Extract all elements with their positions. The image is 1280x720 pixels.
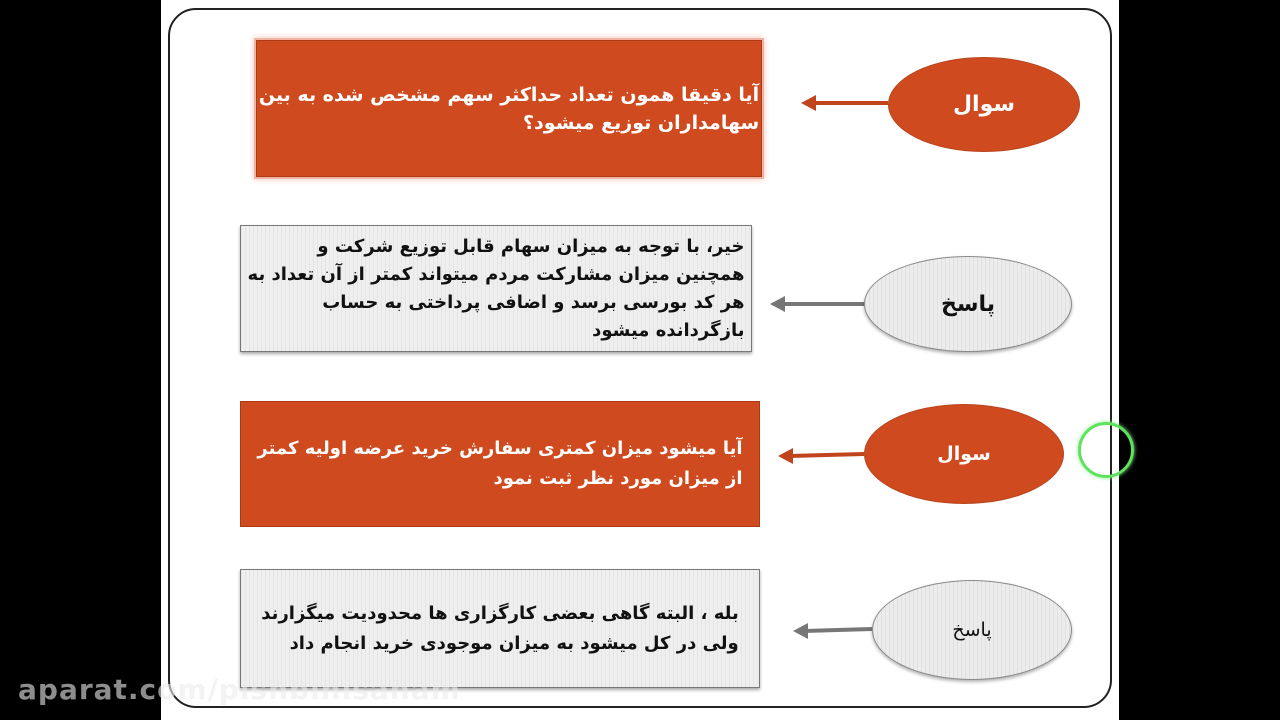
answer-2-line-1: بله ، البته گاهی بعضی کارگزاری ها محدودیت میگزارند — [261, 602, 739, 624]
arrow-2 — [770, 296, 864, 312]
answer-text-1 — [248, 233, 745, 345]
cursor-highlight-ring — [1078, 422, 1134, 478]
question-oval-1 — [888, 57, 1080, 152]
question-box-2 — [240, 401, 760, 527]
answer-1-line-3: هر کد بورسی برسد و اضافی پرداختی به حساب — [322, 291, 745, 313]
answer-1-line-4: بازگردانده میشود — [592, 319, 745, 341]
question-2-line-1: آیا میشود میزان کمتری سفارش خرید عرضه اولیه کمتر — [257, 438, 743, 459]
answer-box-2 — [240, 569, 760, 688]
watermark-text: aparat.com/pishbinisaham — [18, 673, 461, 706]
question-1-line-1: آیا دقیقا همون تعداد حداکثر سهم مشخص شده به بین — [258, 83, 760, 106]
question-1-line-2: سهامداران توزیع میشود؟ — [523, 111, 760, 134]
arrow-1 — [801, 95, 888, 111]
question-oval-2 — [864, 404, 1064, 504]
question-text-2 — [257, 434, 742, 494]
question-box-1 — [256, 40, 762, 177]
answer-oval-2 — [872, 580, 1072, 680]
answer-1-line-1: خیر، با توجه به میزان سهام قابل توزیع شرکت و — [317, 235, 745, 257]
answer-2-line-2: ولی در کل میشود به میزان موجودی خرید انجام داد — [289, 632, 739, 654]
answer-label-1: پاسخ — [941, 291, 996, 317]
answer-oval-1 — [864, 256, 1072, 352]
arrow-3 — [778, 448, 864, 464]
answer-box-1 — [240, 225, 752, 352]
answer-1-line-2: همچنین میزان مشارکت مردم میتواند کمتر از آن تعداد به — [247, 263, 745, 285]
answer-label-2: پاسخ — [952, 619, 992, 641]
question-2-line-2: از میزان مورد نظر ثبت نمود — [493, 468, 743, 489]
question-text-1 — [259, 81, 759, 137]
answer-text-2 — [261, 599, 738, 659]
question-label-2: سوال — [937, 443, 991, 465]
arrow-4 — [793, 623, 872, 639]
question-label-1: سوال — [952, 92, 1016, 117]
